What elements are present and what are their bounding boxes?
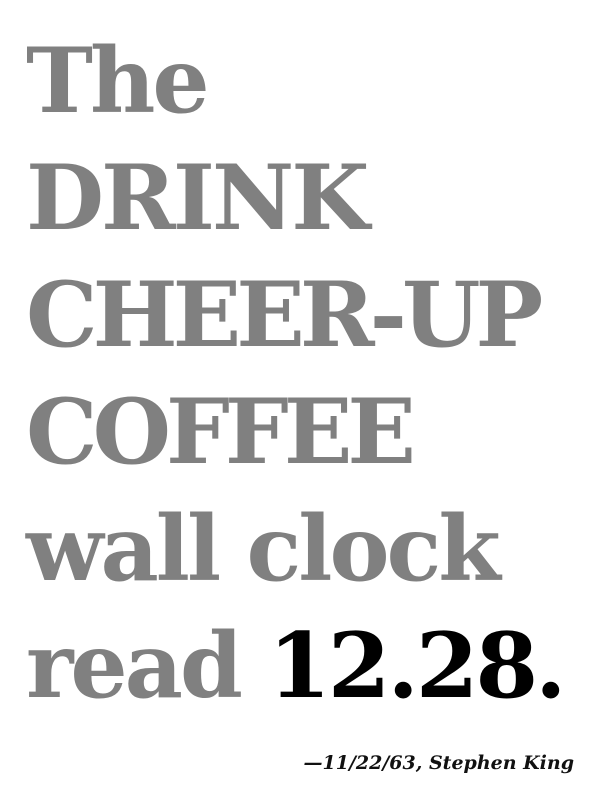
quote-line-5: wall clock: [26, 496, 498, 602]
quote-line-4: COFFEE: [26, 379, 412, 485]
quote-line-3: CHEER-UP: [26, 262, 539, 368]
quote-line-6: [26, 608, 596, 725]
quote-line-2: DRINK: [26, 145, 367, 251]
quote-line-6-text: read: [26, 613, 269, 719]
attribution: —11/22/63, Stephen King: [303, 752, 574, 774]
quote-block: [26, 23, 596, 725]
quote-line-1: The: [26, 28, 207, 134]
highlighted-time: 12.28.: [268, 613, 564, 719]
